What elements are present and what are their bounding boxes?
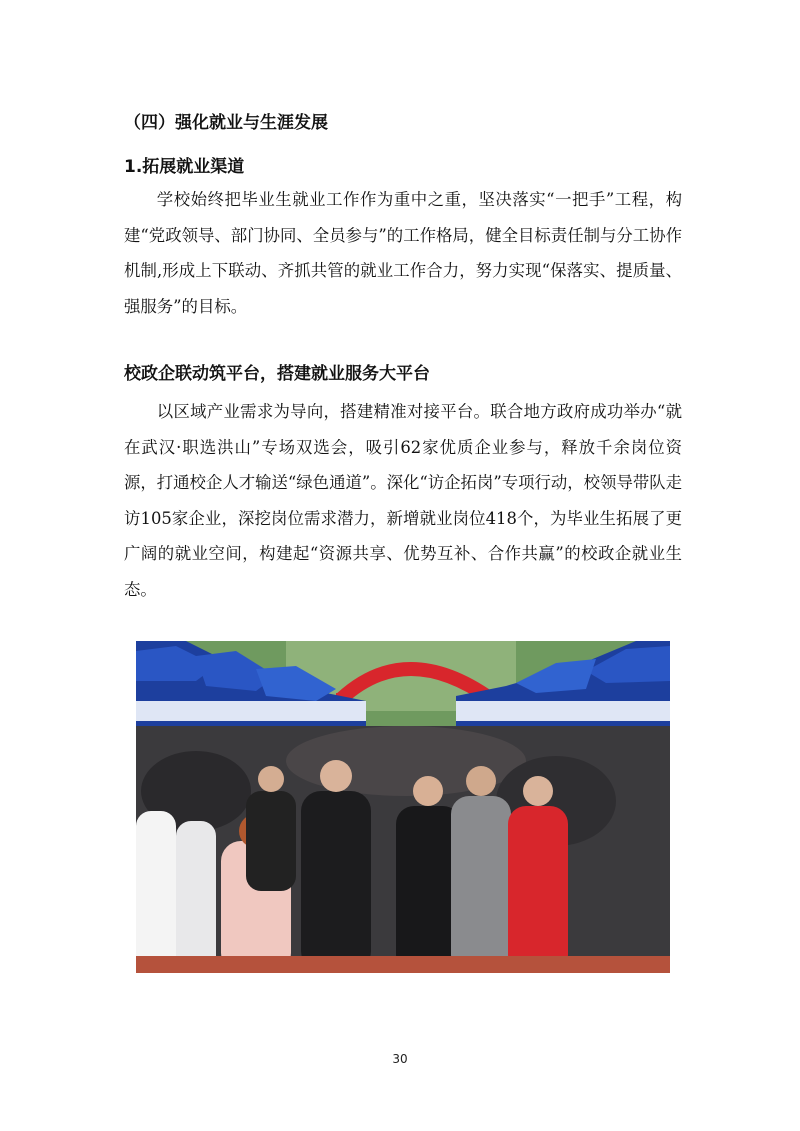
bold-heading-platform: 校政企联动筑平台，搭建就业服务大平台 xyxy=(124,364,430,384)
paragraph-employment-work: 学校始终把毕业生就业工作作为重中之重，坚决落实“一把手”工程，构建“党政领导、部门协同、全员参与”的工作格局，健全目标责任制与分工协作机制,形成上下联动、齐抓共管的就业工作合力，努力实现“保落实、提质量、强服务”的目标。 xyxy=(124,190,682,316)
paragraph-platform: 以区域产业需求为导向，搭建精准对接平台。联合地方政府成功举办“就在武汉·职选洪山”专场双选会，吸引62家优质企业参与，释放千余岗位资源，打通校企人才输送“绿色通道”。深化“访企拓岗”专项行动，校领导带队走访105家企业，深挖岗位需求潜力，新增就业岗位418个，为毕业生拓展了更广阔的就业空间，构建起“资源共享、优势互补、合作共赢”的校政企就业生态。 xyxy=(124,402,683,599)
subsection-title: 1.拓展就业渠道 xyxy=(124,157,245,177)
job-fair-photo xyxy=(136,641,670,973)
section-title: （四）强化就业与生涯发展 xyxy=(124,113,328,133)
page-number: 30 xyxy=(392,1052,408,1066)
